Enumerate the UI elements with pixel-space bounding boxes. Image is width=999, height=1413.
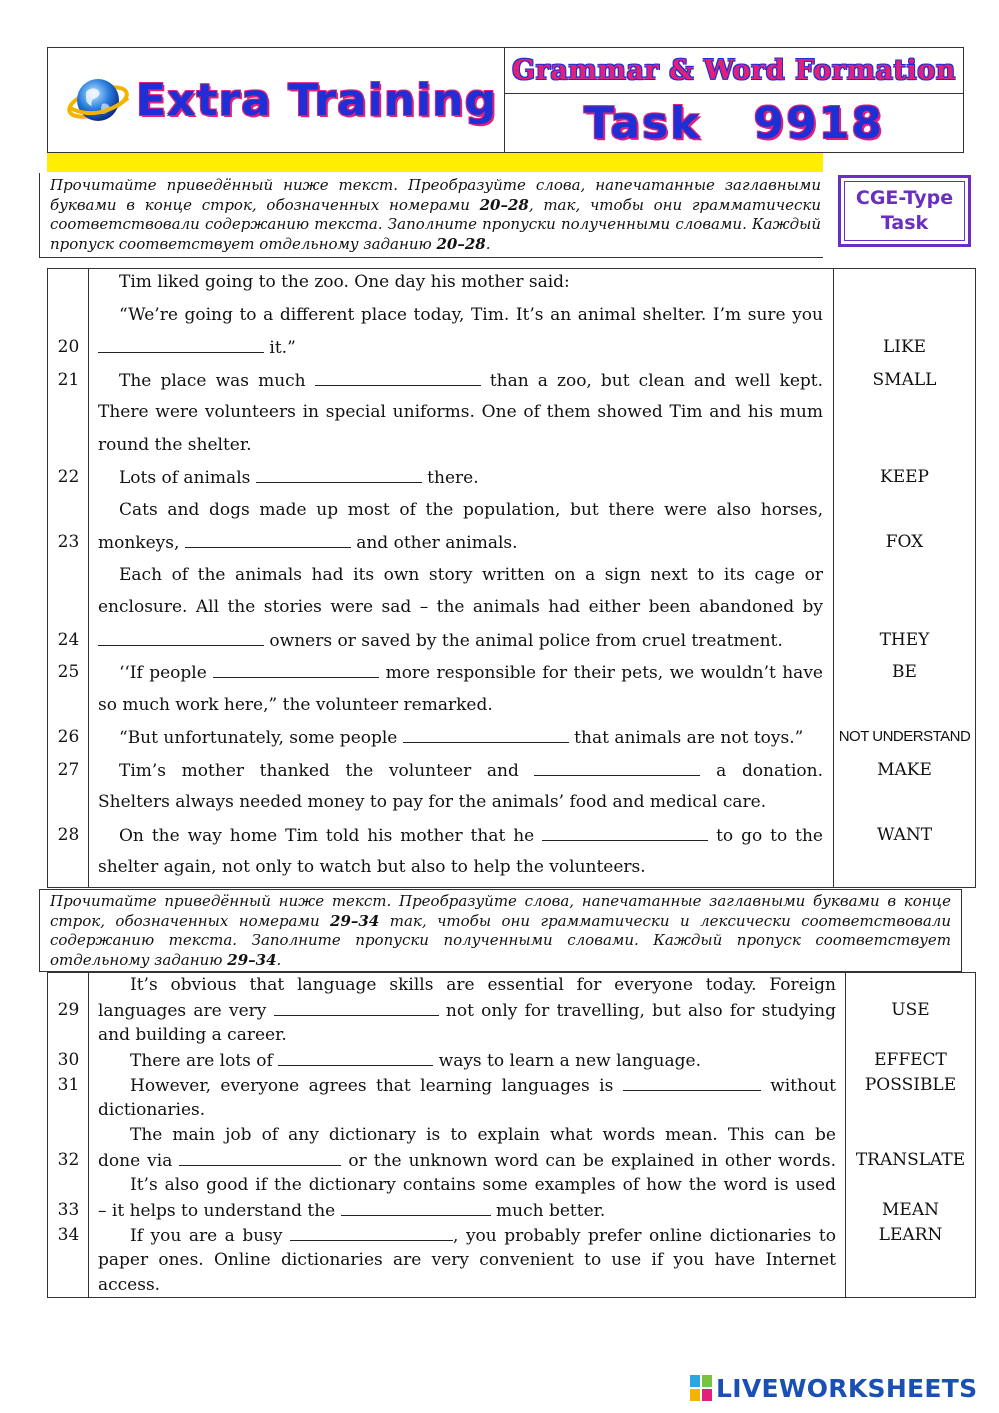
answer-blank-21[interactable] bbox=[315, 364, 481, 386]
text-line bbox=[89, 786, 833, 819]
text-line-content bbox=[98, 331, 823, 365]
highlight-bar bbox=[47, 153, 823, 172]
row-number-slot bbox=[48, 299, 88, 332]
text-segment: It’s obvious that language skills are essential for everyone today. Foreign bbox=[130, 975, 836, 995]
row-word-slot bbox=[834, 364, 975, 397]
text-line-content bbox=[98, 656, 823, 689]
instr1-range-a: 20–28 bbox=[479, 195, 529, 214]
text-line bbox=[89, 526, 833, 559]
row-number-slot bbox=[48, 526, 88, 559]
base-word: MAKE bbox=[877, 759, 932, 780]
text-line bbox=[89, 396, 833, 429]
text-segment: “But unfortunately, some people bbox=[119, 728, 403, 748]
row-word-slot bbox=[834, 689, 975, 722]
text-line-content bbox=[98, 1098, 836, 1123]
item-number: 31 bbox=[57, 1075, 80, 1095]
row-word-slot bbox=[834, 721, 975, 754]
text-segment: Shelters always needed money to pay for the animals’ food and medical care. bbox=[98, 792, 767, 812]
text-line bbox=[89, 1098, 845, 1123]
text-line bbox=[89, 1173, 845, 1198]
row-word-slot bbox=[834, 656, 975, 689]
globe-icon bbox=[66, 68, 130, 132]
base-word: NOT UNDERSTAND bbox=[838, 728, 971, 745]
text-line-content bbox=[98, 689, 823, 722]
text-line bbox=[89, 461, 833, 494]
row-number-slot bbox=[48, 364, 88, 397]
text-segment: paper ones. Online dictionaries are very convenient to use if you have Internet bbox=[98, 1250, 836, 1270]
row-word-slot bbox=[834, 591, 975, 624]
row-number-slot bbox=[48, 973, 88, 998]
liveworksheets-footer bbox=[690, 1373, 990, 1403]
row-number-slot bbox=[48, 1023, 88, 1048]
row-number-slot bbox=[48, 1148, 88, 1173]
number-column bbox=[48, 269, 89, 887]
item-number: 29 bbox=[57, 1000, 80, 1020]
instr2-text-a: Прочитайте приведённый ниже текст. Преобразуйте слова, напечатанные заглавными буквами в конце строк, обозначенных номерами bbox=[50, 892, 951, 930]
row-number-slot bbox=[48, 689, 88, 722]
text-line bbox=[89, 591, 833, 624]
row-number-slot bbox=[48, 266, 88, 299]
text-line-content bbox=[98, 973, 836, 998]
text-segment: done via bbox=[98, 1151, 180, 1171]
text-segment: The main job of any dictionary is to explain what words mean. This can be bbox=[130, 1125, 836, 1145]
instr2-text-c: . bbox=[276, 950, 282, 969]
row-number-slot bbox=[48, 1048, 88, 1073]
text-segment: not only for travelling, but also for studying bbox=[438, 1001, 836, 1021]
base-word: WANT bbox=[876, 824, 933, 845]
row-number-slot bbox=[48, 754, 88, 787]
row-number-slot bbox=[48, 721, 88, 754]
text-segment: to go to the bbox=[708, 825, 823, 846]
row-word-slot bbox=[834, 559, 975, 592]
text-column bbox=[89, 269, 834, 887]
row-word-slot bbox=[846, 1248, 975, 1273]
text-segment: It’s also good if the dictionary contains some examples of how the word is used bbox=[130, 1175, 836, 1195]
row-word-slot bbox=[834, 331, 975, 364]
base-word: LIKE bbox=[882, 337, 927, 357]
text-line bbox=[89, 721, 833, 754]
text-segment: that animals are not toys.” bbox=[568, 728, 804, 748]
instr2-range-a: 29–34 bbox=[330, 911, 380, 930]
row-word-slot bbox=[834, 266, 975, 299]
row-number-slot bbox=[48, 396, 88, 429]
text-line-content bbox=[98, 1073, 836, 1098]
row-number-slot bbox=[48, 461, 88, 494]
item-number: 28 bbox=[57, 824, 80, 845]
text-line-content bbox=[98, 1023, 836, 1048]
row-word-slot bbox=[834, 819, 975, 852]
row-word-slot bbox=[846, 1098, 975, 1123]
instr2-range-b: 29–34 bbox=[227, 950, 277, 969]
row-number-slot bbox=[48, 819, 88, 852]
answer-blank-26[interactable] bbox=[403, 721, 569, 743]
text-line bbox=[89, 1123, 845, 1148]
text-line bbox=[89, 429, 833, 462]
text-line-content bbox=[98, 461, 823, 495]
badge-line1: CGE-Type bbox=[855, 187, 954, 209]
instr1-text-c: . bbox=[485, 234, 491, 253]
row-number-slot bbox=[48, 429, 88, 462]
text-segment: Tim’s mother thanked the volunteer and bbox=[119, 760, 535, 781]
row-number-slot bbox=[48, 331, 88, 364]
row-word-slot bbox=[846, 1223, 975, 1248]
text-segment: shelter again, not only to watch but also to help the volunteers. bbox=[98, 857, 646, 877]
row-number-slot bbox=[48, 851, 88, 884]
row-number-slot bbox=[48, 559, 88, 592]
text-line bbox=[89, 656, 833, 689]
number-column bbox=[48, 973, 89, 1297]
text-line-content bbox=[98, 364, 823, 397]
item-number: 26 bbox=[57, 727, 80, 747]
text-segment: dictionaries. bbox=[98, 1100, 206, 1120]
row-word-slot bbox=[846, 998, 975, 1023]
text-line-content bbox=[98, 299, 823, 332]
text-line-content bbox=[98, 559, 823, 592]
text-line-content bbox=[98, 819, 823, 852]
text-segment: Lots of animals bbox=[119, 468, 256, 488]
text-line bbox=[89, 1048, 845, 1073]
instr1-text-b: , так, чтобы они грамматически соответствовали содержанию текста. Заполните пропуски полученными словами. Каждый пропуск соответствует отдельному заданию bbox=[50, 195, 821, 253]
row-word-slot bbox=[846, 973, 975, 998]
text-line-content bbox=[98, 1273, 836, 1298]
text-line bbox=[89, 1223, 845, 1248]
item-number: 24 bbox=[57, 629, 80, 650]
base-word: KEEP bbox=[880, 467, 929, 487]
text-line bbox=[89, 1148, 845, 1173]
text-line bbox=[89, 494, 833, 527]
text-line bbox=[89, 819, 833, 852]
row-number-slot bbox=[48, 1073, 88, 1098]
text-line-content bbox=[98, 266, 823, 299]
row-word-slot bbox=[834, 429, 975, 462]
row-word-slot bbox=[834, 786, 975, 819]
instr1-range-b: 20–28 bbox=[436, 234, 486, 253]
text-segment: Each of the animals had its own story written on a sign next to its cage or bbox=[119, 564, 823, 585]
answer-blank-20[interactable] bbox=[98, 331, 264, 353]
row-word-slot bbox=[834, 461, 975, 494]
cge-type-badge bbox=[838, 175, 971, 247]
exercise-table-part1 bbox=[47, 268, 976, 888]
base-word: MEAN bbox=[882, 1200, 939, 1220]
base-word: POSSIBLE bbox=[864, 1075, 957, 1095]
row-word-slot bbox=[846, 1273, 975, 1298]
task-number: 9918 bbox=[753, 97, 884, 149]
row-word-slot bbox=[834, 396, 975, 429]
text-segment: enclosure. All the stories were sad – the animals had either been abandoned by bbox=[98, 597, 823, 617]
answer-blank-32[interactable] bbox=[179, 1148, 341, 1166]
row-number-slot bbox=[48, 998, 88, 1023]
text-line bbox=[89, 1198, 845, 1223]
text-segment: There are lots of bbox=[130, 1051, 279, 1071]
text-segment: The place was much bbox=[119, 370, 315, 391]
row-word-slot bbox=[834, 299, 975, 332]
footer-brand: LIVEWORKSHEETS bbox=[716, 1373, 978, 1403]
item-number: 25 bbox=[57, 662, 80, 682]
row-word-slot bbox=[846, 1148, 975, 1173]
text-segment: access. bbox=[98, 1275, 161, 1295]
answer-blank-33[interactable] bbox=[341, 1198, 491, 1216]
text-segment: Cats and dogs made up most of the population, but there were also horses, bbox=[119, 499, 823, 520]
task-label: Task bbox=[584, 97, 702, 149]
base-word: LEARN bbox=[878, 1225, 943, 1245]
row-number-slot bbox=[48, 1223, 88, 1248]
text-line bbox=[89, 364, 833, 397]
text-line-content bbox=[98, 1198, 836, 1224]
text-segment: than a zoo, but clean and well kept. bbox=[480, 370, 823, 391]
row-word-slot bbox=[834, 526, 975, 559]
text-line bbox=[89, 998, 845, 1023]
answer-blank-31[interactable] bbox=[623, 1073, 761, 1091]
row-number-slot bbox=[48, 494, 88, 527]
text-line-content bbox=[98, 1248, 836, 1273]
answer-blank-28[interactable] bbox=[542, 819, 708, 841]
answer-blank-34[interactable] bbox=[290, 1223, 453, 1241]
row-word-slot bbox=[834, 851, 975, 884]
text-segment: more responsible for their pets, we wouldn’t have bbox=[379, 663, 823, 683]
row-word-slot bbox=[846, 1073, 975, 1098]
brand-title: Extra Training bbox=[136, 74, 498, 126]
text-segment: it.” bbox=[264, 338, 296, 358]
text-line bbox=[89, 1023, 845, 1048]
answer-blank-22[interactable] bbox=[256, 461, 422, 483]
text-line bbox=[89, 266, 833, 299]
instr1-text-a: Прочитайте приведённый ниже текст. Преобразуйте слова, напечатанные заглавными буквами в конце строк, обозначенных номерами bbox=[50, 176, 821, 214]
row-number-slot bbox=[48, 1248, 88, 1273]
text-line-content bbox=[98, 396, 823, 429]
text-line bbox=[89, 973, 845, 998]
row-number-slot bbox=[48, 1173, 88, 1198]
text-line-content bbox=[98, 624, 823, 658]
badge-line2: Task bbox=[880, 212, 929, 234]
text-line bbox=[89, 1273, 845, 1298]
answer-blank-27[interactable] bbox=[534, 754, 700, 776]
text-segment: – it helps to understand the bbox=[98, 1201, 341, 1221]
text-line bbox=[89, 299, 833, 332]
text-line-content bbox=[98, 851, 823, 884]
row-word-slot bbox=[834, 624, 975, 657]
item-number: 33 bbox=[57, 1200, 80, 1220]
row-number-slot bbox=[48, 624, 88, 657]
text-segment: There were volunteers in special uniforms. One of them showed Tim and his mum bbox=[98, 402, 823, 422]
base-word: BE bbox=[892, 662, 917, 682]
row-number-slot bbox=[48, 1273, 88, 1298]
item-number: 32 bbox=[57, 1150, 80, 1170]
word-column bbox=[846, 973, 975, 1297]
text-column bbox=[89, 973, 846, 1297]
task-title bbox=[505, 94, 963, 152]
text-segment: If you are a busy bbox=[130, 1226, 291, 1246]
text-segment: monkeys, bbox=[98, 533, 185, 553]
text-segment: round the shelter. bbox=[98, 434, 252, 455]
row-word-slot bbox=[846, 1023, 975, 1048]
base-word: THEY bbox=[879, 629, 930, 650]
text-line bbox=[89, 331, 833, 364]
text-segment: without bbox=[760, 1076, 836, 1096]
text-segment: so much work here,” the volunteer remarked. bbox=[98, 694, 493, 715]
row-word-slot bbox=[834, 754, 975, 787]
text-segment: a donation. bbox=[700, 760, 823, 781]
text-line bbox=[89, 559, 833, 592]
text-line-content bbox=[98, 1223, 836, 1248]
text-line-content bbox=[98, 1123, 836, 1148]
base-word: TRANSLATE bbox=[855, 1150, 966, 1170]
item-number: 30 bbox=[57, 1050, 80, 1070]
text-line-content bbox=[98, 1173, 836, 1198]
answer-blank-24[interactable] bbox=[98, 624, 264, 646]
item-number: 34 bbox=[57, 1225, 80, 1245]
text-segment: and other animals. bbox=[350, 533, 518, 553]
row-word-slot bbox=[846, 1198, 975, 1223]
answer-blank-25[interactable] bbox=[213, 656, 379, 678]
text-segment: , you probably prefer online dictionaries to bbox=[453, 1226, 836, 1246]
text-segment: there. bbox=[421, 468, 479, 488]
base-word: FOX bbox=[885, 532, 924, 552]
instructions-part2 bbox=[39, 889, 962, 972]
text-line-content bbox=[98, 591, 823, 624]
text-segment: On the way home Tim told his mother that he bbox=[119, 825, 543, 846]
row-number-slot bbox=[48, 786, 88, 819]
text-segment: ways to learn a new language. bbox=[433, 1051, 701, 1071]
text-segment: and building a career. bbox=[98, 1025, 287, 1045]
base-word: EFFECT bbox=[874, 1050, 947, 1070]
text-line-content bbox=[98, 526, 823, 560]
brand-block bbox=[48, 48, 505, 152]
row-number-slot bbox=[48, 591, 88, 624]
answer-blank-30[interactable] bbox=[278, 1048, 433, 1066]
base-word: USE bbox=[891, 1000, 930, 1020]
text-line-content bbox=[98, 1048, 836, 1074]
text-segment: much better. bbox=[490, 1201, 606, 1221]
item-number: 21 bbox=[57, 369, 80, 390]
row-number-slot bbox=[48, 656, 88, 689]
item-number: 22 bbox=[57, 467, 80, 487]
text-line bbox=[89, 624, 833, 657]
text-line-content bbox=[98, 754, 823, 787]
row-number-slot bbox=[48, 1198, 88, 1223]
row-number-slot bbox=[48, 1123, 88, 1148]
text-line-content bbox=[98, 721, 823, 755]
text-segment: or the unknown word can be explained in other words. bbox=[341, 1151, 836, 1171]
worksheet-header bbox=[47, 47, 964, 153]
text-segment: Tim liked going to the zoo. One day his mother said: bbox=[119, 272, 570, 292]
row-word-slot bbox=[846, 1048, 975, 1073]
text-line bbox=[89, 851, 833, 884]
row-word-slot bbox=[846, 1123, 975, 1148]
answer-blank-29[interactable] bbox=[274, 998, 439, 1016]
text-segment: languages are very bbox=[98, 1001, 274, 1021]
text-line-content bbox=[98, 429, 823, 462]
exercise-table-part2 bbox=[47, 972, 976, 1298]
answer-blank-23[interactable] bbox=[185, 526, 351, 548]
row-word-slot bbox=[834, 494, 975, 527]
row-number-slot bbox=[48, 1098, 88, 1123]
text-line bbox=[89, 689, 833, 722]
task-block bbox=[505, 48, 963, 152]
text-line-content bbox=[98, 494, 823, 527]
instructions-part1 bbox=[39, 173, 823, 258]
text-line bbox=[89, 1248, 845, 1273]
text-segment: “We’re going to a different place today, Tim. It’s an animal shelter. I’m sure you bbox=[119, 304, 823, 325]
item-number: 27 bbox=[57, 759, 80, 780]
subtitle: Grammar & Word Formation bbox=[505, 48, 963, 94]
instr2-text-b: так, чтобы они грамматически и лексически соответствовали содержанию текста. Заполните пропуски полученными словами. Каждый пропуск соответствует отдельному заданию bbox=[50, 911, 951, 969]
word-column bbox=[834, 269, 975, 887]
liveworksheets-logo-icon bbox=[690, 1375, 712, 1401]
base-word: SMALL bbox=[872, 369, 937, 390]
text-segment: However, everyone agrees that learning languages is bbox=[130, 1076, 623, 1096]
text-line bbox=[89, 754, 833, 787]
text-line bbox=[89, 1073, 845, 1098]
row-word-slot bbox=[846, 1173, 975, 1198]
text-line-content bbox=[98, 786, 823, 819]
text-line-content bbox=[98, 998, 836, 1023]
item-number: 20 bbox=[57, 337, 80, 357]
text-segment: ‘‘If people bbox=[119, 663, 214, 683]
text-line-content bbox=[98, 1148, 836, 1173]
text-segment: owners or saved by the animal police from cruel treatment. bbox=[264, 630, 783, 651]
item-number: 23 bbox=[57, 532, 80, 552]
